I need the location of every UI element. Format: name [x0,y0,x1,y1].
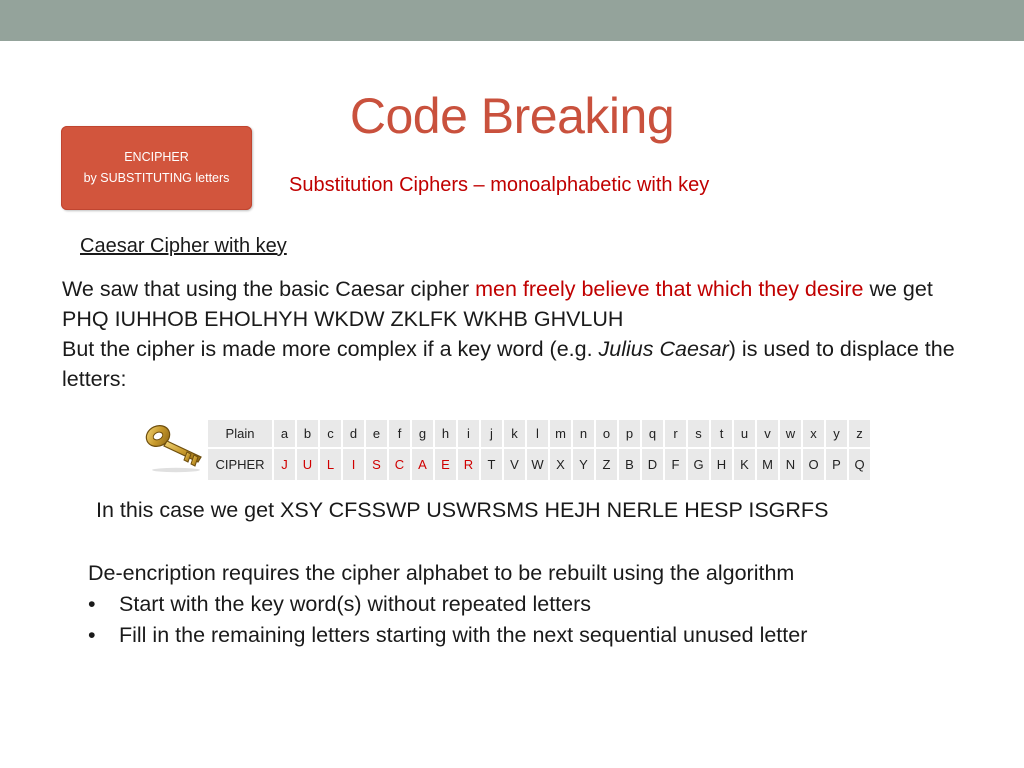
decryption-step [88,620,807,651]
step-text: Start with the key word(s) without repeated letters [119,592,592,616]
cipher-letter-l: L [319,448,342,481]
plain-letter-l: l [526,419,549,448]
cipher-letter-a: A [411,448,434,481]
cipher-letter-u: U [296,448,319,481]
plain-letter-w: w [779,419,802,448]
cipher-letter-h: H [710,448,733,481]
cipher-letter-w: W [526,448,549,481]
plain-letter-r: r [664,419,687,448]
cipher-letter-r: R [457,448,480,481]
step-text: Fill in the remaining letters starting with the next sequential unused letter [119,623,808,647]
cipher-letter-d: D [641,448,664,481]
plain-letter-k: k [503,419,526,448]
para-line2-end: ) is used to displace the letters: [62,337,955,391]
cipher-letter-f: F [664,448,687,481]
cipher-letter-g: G [687,448,710,481]
plain-letter-v: v [756,419,779,448]
explanation-paragraph [62,274,982,394]
plain-letter-h: h [434,419,457,448]
decryption-steps [88,589,807,651]
plain-letter-q: q [641,419,664,448]
plain-letter-d: d [342,419,365,448]
cipher-letter-q: Q [848,448,871,481]
para-key-example: Julius Caesar [598,337,729,361]
slide-title: Code Breaking [349,88,675,144]
cipher-label: CIPHER [207,448,273,481]
section-heading: Caesar Cipher with key [80,235,287,257]
cipher-result: In this case we get XSY CFSSWP USWRSMS HEJH NERLE HESP ISGRFS [96,498,829,522]
cipher-letter-c: C [388,448,411,481]
para-intro: We saw that using the basic Caesar cipher [62,277,476,301]
plain-letter-f: f [388,419,411,448]
plain-letter-t: t [710,419,733,448]
cipher-letter-s: S [365,448,388,481]
para-after-plaintext: we get PHQ IUHHOB EHOLHYH WKDW ZKLFK WKHB GHVLUH [62,277,933,331]
cipher-letter-b: B [618,448,641,481]
plain-letter-a: a [273,419,296,448]
cipher-letter-e: E [434,448,457,481]
cipher-letter-t: T [480,448,503,481]
plain-letter-s: s [687,419,710,448]
cipher-letter-x: X [549,448,572,481]
encipher-badge [61,126,252,210]
plain-letter-m: m [549,419,572,448]
plain-letter-y: y [825,419,848,448]
cipher-letter-j: J [273,448,296,481]
plain-label: Plain [207,419,273,448]
cipher-letter-v: V [503,448,526,481]
para-line2-start: But the cipher is made more complex if a key word (e.g. [62,337,599,361]
plain-letter-z: z [848,419,871,448]
plain-letter-c: c [319,419,342,448]
cipher-letter-p: P [825,448,848,481]
para-plaintext: men freely believe that which they desire [475,277,864,301]
plain-letter-u: u [733,419,756,448]
plain-letter-e: e [365,419,388,448]
plain-letter-i: i [457,419,480,448]
key-icon [143,421,209,473]
cipher-letter-z: Z [595,448,618,481]
decryption-step [88,589,807,620]
badge-line-1: ENCIPHER [124,150,189,164]
cipher-table [206,418,872,482]
plain-letter-n: n [572,419,595,448]
plain-row [207,419,871,448]
badge-line-2: by SUBSTITUTING letters [83,171,230,185]
cipher-letter-k: K [733,448,756,481]
bullet-marker: • [88,623,96,647]
cipher-letter-y: Y [572,448,595,481]
plain-letter-b: b [296,419,319,448]
cipher-letter-i: I [342,448,365,481]
plain-letter-g: g [411,419,434,448]
plain-letter-p: p [618,419,641,448]
plain-letter-o: o [595,419,618,448]
top-banner [0,0,1024,41]
cipher-row [207,448,871,481]
cipher-letter-o: O [802,448,825,481]
plain-letter-x: x [802,419,825,448]
cipher-letter-n: N [779,448,802,481]
bullet-marker: • [88,592,96,616]
slide-subtitle: Substitution Ciphers – monoalphabetic with key [289,174,710,196]
plain-letter-j: j [480,419,503,448]
cipher-letter-m: M [756,448,779,481]
decryption-intro: De-encription requires the cipher alphabet to be rebuilt using the algorithm [88,561,795,585]
decryption-section [88,558,807,651]
